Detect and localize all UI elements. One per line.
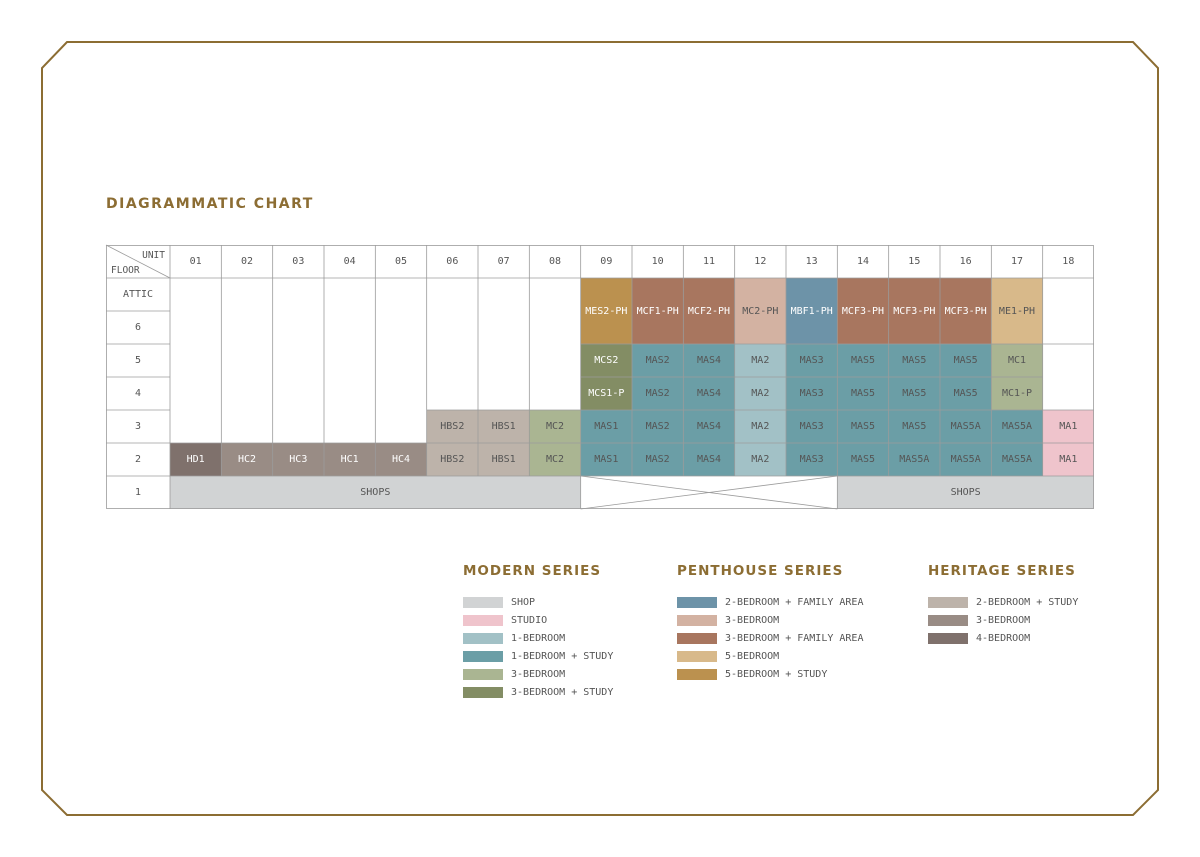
legend-item [463, 611, 613, 629]
unit-cell-label: MAS5 [850, 421, 876, 432]
unit-cell-label: PH [766, 305, 779, 317]
grid-lines [106, 245, 1094, 509]
legend-swatch [463, 687, 503, 698]
legend-label: 2-BEDROOM + STUDY [976, 596, 1079, 608]
legend-label: 3-BEDROOM + STUDY [511, 686, 614, 698]
legend-swatch [463, 651, 503, 662]
unit-floor-chart [106, 245, 1094, 509]
unit-cell-label: MAS3 [799, 421, 824, 432]
floor-header: ATTIC [122, 289, 154, 300]
legend-swatch [677, 615, 717, 626]
unit-cell-label: MAS2 [645, 421, 670, 432]
unit-cell-label: MCF3- [944, 305, 975, 317]
corner-diagonal [106, 245, 170, 278]
legend-item [928, 593, 1078, 611]
unit-cell-label: MAS5 [850, 454, 876, 465]
legend-item [677, 611, 863, 629]
unit-cell-label: MAS5A [1001, 421, 1033, 432]
chart-title: DIAGRAMMATIC CHART [106, 196, 314, 212]
unit-cell-label: MCS1-P [588, 388, 625, 399]
unit-cell-label: PH [923, 305, 936, 317]
unit-cell-label: MAS4 [696, 388, 722, 399]
unit-cell-label: HC3 [289, 454, 308, 465]
unit-header: 15 [908, 256, 921, 267]
legend-group [928, 563, 1078, 647]
unit-cell-label: MCF3- [841, 305, 873, 317]
unit-cell-label: MAS5 [953, 388, 978, 399]
legend-item [463, 629, 613, 647]
unit-cell-label: HBS1 [491, 421, 516, 432]
unit-header: 14 [856, 256, 870, 267]
unit-header: 06 [446, 256, 459, 267]
unit-cell-label: MCF1- [636, 305, 667, 317]
unit-header: 08 [548, 256, 562, 267]
unit-cell-label: MC2- [742, 305, 767, 317]
floor-header: 4 [134, 388, 142, 399]
legend-swatch [928, 615, 968, 626]
unit-cell-label: MCF3- [893, 305, 924, 317]
unit-cell-label: MAS5A [899, 454, 930, 465]
legend-heading: PENTHOUSE SERIES [677, 563, 844, 579]
unit-cell-label: MA1 [1059, 454, 1078, 465]
unit-cell-label: MAS5A [1001, 454, 1033, 465]
unit-cell-label: MAS5A [950, 454, 981, 465]
unit-cell-label: MAS5 [902, 388, 927, 399]
unit-cell-label: HC1 [340, 454, 359, 465]
legend-group [463, 563, 613, 701]
floor-header: 1 [134, 487, 142, 498]
legend-swatch [677, 633, 717, 644]
unit-cell-label: MAS1 [594, 421, 619, 432]
unit-cell-label: MAS4 [696, 454, 722, 465]
floor-header: 2 [134, 454, 142, 465]
legend-label: 3-BEDROOM [725, 614, 780, 626]
unit-cell-label: MCF2- [687, 305, 719, 317]
unit-header: 10 [651, 256, 664, 267]
unit-cell-label: SHOPS [360, 487, 391, 498]
unit-cell-label: HBS1 [491, 454, 516, 465]
unit-cell-label: MA2 [751, 421, 770, 432]
unit-header: 05 [394, 256, 408, 267]
legend-swatch [928, 633, 968, 644]
legend-item [677, 593, 863, 611]
legend-label: 5-BEDROOM + STUDY [725, 668, 828, 680]
unit-cell-label: MA1 [1059, 421, 1078, 432]
unit-cell-label: MAS5A [950, 421, 981, 432]
unit-cell-label: MBF1- [790, 305, 821, 317]
legend-heading: MODERN SERIES [463, 563, 602, 579]
unit-header: 16 [959, 256, 972, 267]
unit-cell-label: PH [666, 305, 679, 317]
unit-cell-label: MAS5 [850, 355, 876, 366]
unit-cell-label: PH [718, 305, 731, 317]
unit-cell-label: HBS2 [440, 454, 465, 465]
unit-cell-label: MA2 [751, 388, 770, 399]
legend-item [463, 647, 613, 665]
legend-swatch [677, 597, 717, 608]
unit-cell-label: MAS4 [696, 421, 722, 432]
unit-header: 17 [1010, 256, 1024, 267]
legend-label: 2-BEDROOM + FAMILY AREA [725, 596, 864, 608]
legend-swatch [677, 669, 717, 680]
legend-swatch [677, 651, 717, 662]
legend-label: SHOP [511, 596, 536, 608]
legend-label: 4-BEDROOM [976, 632, 1031, 644]
unit-cell-label: MES2- [585, 305, 616, 317]
unit-cell-label: ME1- [998, 305, 1024, 317]
legend-label: 3-BEDROOM + FAMILY AREA [725, 632, 864, 644]
legend-swatch [463, 669, 503, 680]
unit-header: 02 [240, 256, 254, 267]
unit-cell-label: MAS5 [902, 421, 927, 432]
unit-cell-label: MCS2 [594, 355, 619, 366]
unit-header: 04 [343, 256, 356, 267]
unit-cell-label: MAS3 [799, 454, 824, 465]
legend-item [677, 665, 863, 683]
legend-label: 3-BEDROOM [511, 668, 566, 680]
unit-cell-label: MC2 [545, 454, 565, 465]
legend-swatch [463, 633, 503, 644]
legend-swatch [928, 597, 968, 608]
unit-cell-label: HC2 [237, 454, 257, 465]
unit-cell-label: MAS2 [645, 355, 670, 366]
legend-item [463, 665, 613, 683]
unit-cell-label: MC2 [545, 421, 565, 432]
unit-cell-label: HD1 [186, 454, 205, 465]
legend-item [677, 629, 863, 647]
unit-cell-label: MAS2 [645, 388, 670, 399]
unit-header: 11 [702, 256, 716, 267]
unit-cell-label: MA2 [751, 454, 770, 465]
legend-swatch [463, 615, 503, 626]
unit-cell-label: HC4 [391, 454, 411, 465]
unit-cell-label: MC1-P [1001, 388, 1033, 399]
unit-cell-label: MAS5 [850, 388, 876, 399]
unit-header: 01 [189, 256, 202, 267]
unit-cell-label: PH [820, 305, 833, 317]
legend-swatch [463, 597, 503, 608]
unit-header: 07 [497, 256, 510, 267]
unit-cell-label: PH [1023, 305, 1036, 317]
unit-header: 18 [1062, 256, 1075, 267]
unit-cell-label: MAS5 [953, 355, 978, 366]
legend-label: 1-BEDROOM + STUDY [511, 650, 614, 662]
unit-cell-label: MAS5 [902, 355, 927, 366]
legend-label: 1-BEDROOM [511, 632, 566, 644]
legend-item [928, 611, 1078, 629]
legend-item [677, 647, 863, 665]
unit-header: 13 [805, 256, 818, 267]
unit-cell-label: PH [872, 305, 885, 317]
unit-cell-label: MAS4 [696, 355, 722, 366]
legend-item [463, 593, 613, 611]
legend-label: STUDIO [511, 614, 548, 626]
legend-label: 3-BEDROOM [976, 614, 1031, 626]
unit-cell-label: PH [615, 305, 628, 317]
floor-header: 3 [134, 421, 142, 432]
floor-header: 5 [134, 355, 142, 366]
unit-cell-label: MAS3 [799, 355, 824, 366]
unit-header: 12 [754, 256, 767, 267]
legend-heading: HERITAGE SERIES [928, 563, 1076, 579]
unit-header: 03 [292, 256, 305, 267]
unit-cell-label: MC1 [1007, 355, 1027, 366]
legend-item [463, 683, 613, 701]
unit-axis-label: UNIT [142, 250, 165, 261]
unit-cell-label: MAS2 [645, 454, 670, 465]
unit-header: 09 [600, 256, 613, 267]
unit-cell-label: SHOPS [950, 487, 981, 498]
legend-group [677, 563, 863, 683]
unit-cell-label: MAS3 [799, 388, 824, 399]
unit-cell-label: HBS2 [440, 421, 465, 432]
floor-axis-label: FLOOR [111, 265, 140, 276]
legend-label: 5-BEDROOM [725, 650, 780, 662]
floor-header: 6 [134, 322, 142, 333]
unit-cell-label: MAS1 [594, 454, 619, 465]
legend-item [928, 629, 1078, 647]
unit-cell-label: PH [974, 305, 987, 317]
unit-cell-label: MA2 [751, 355, 770, 366]
